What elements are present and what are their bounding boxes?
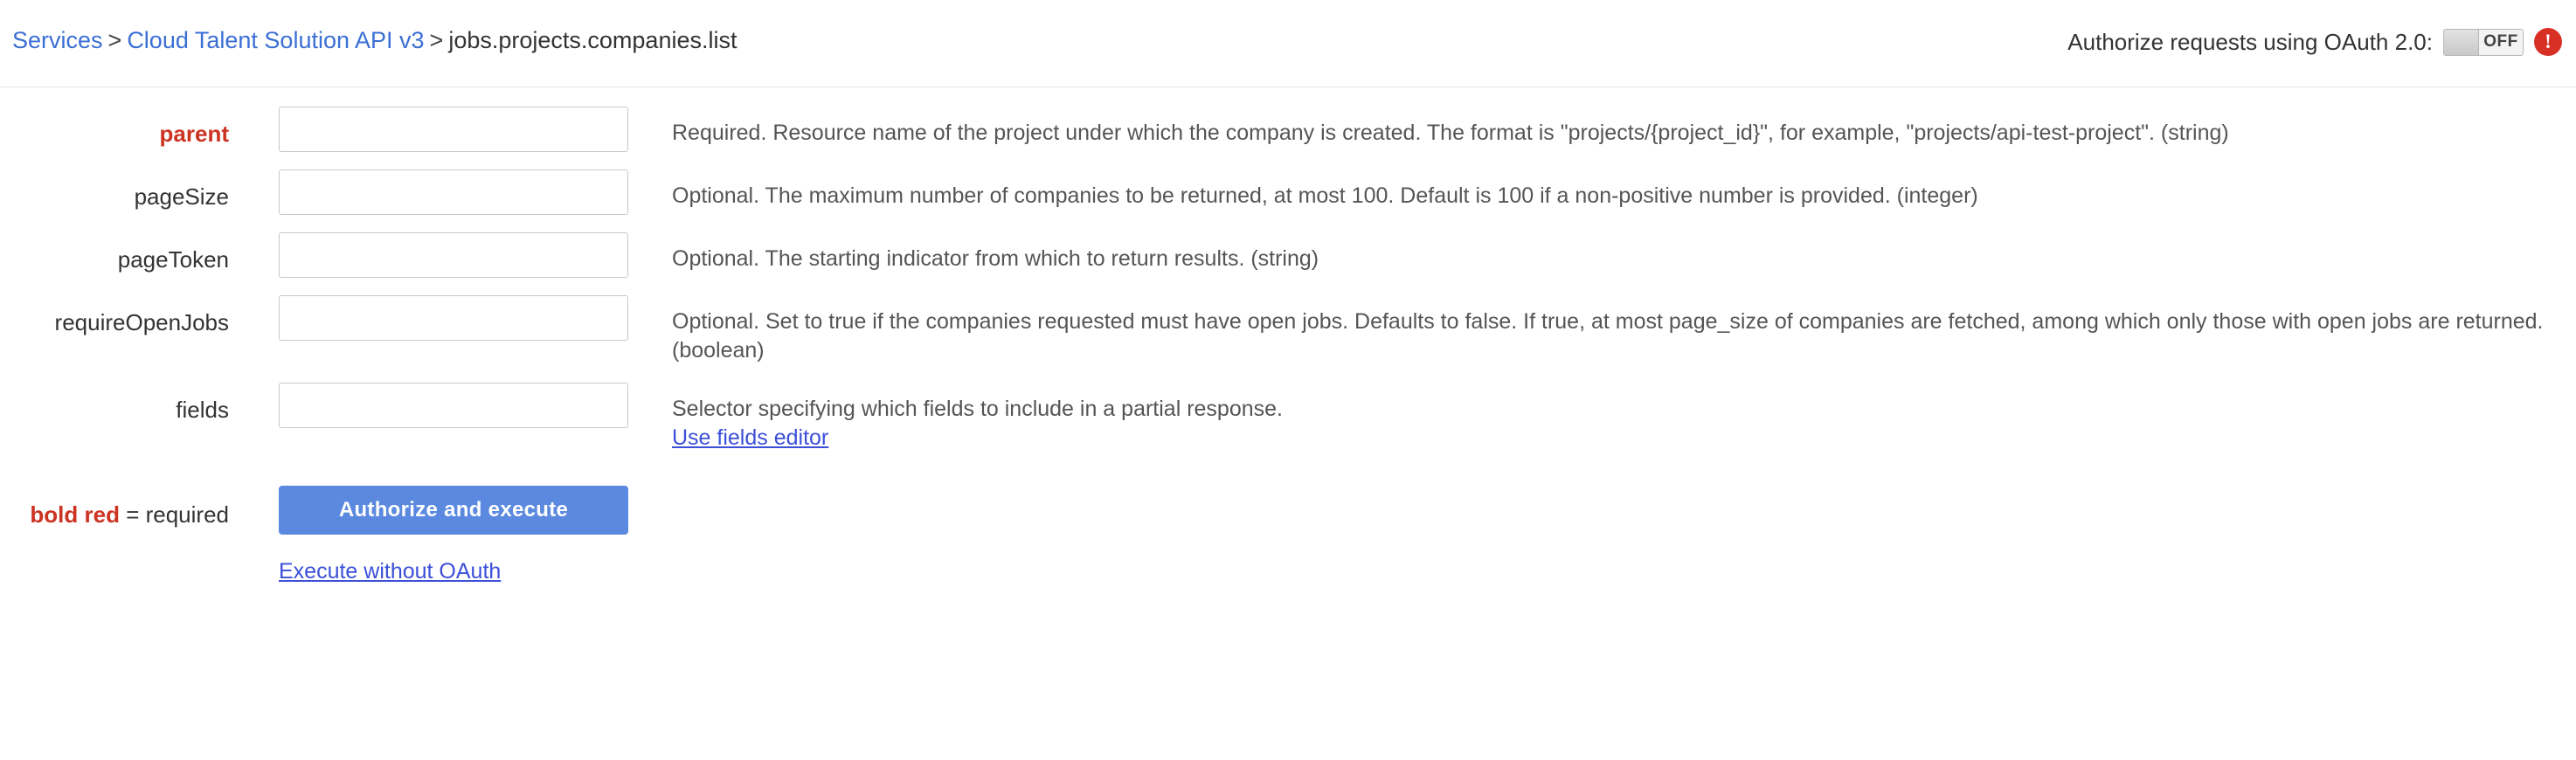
- field-label-pagetoken: pageToken: [117, 246, 229, 273]
- oauth-label: Authorize requests using OAuth 2.0:: [2067, 29, 2433, 55]
- field-label-parent: parent: [159, 121, 229, 147]
- field-wrapper-requireopenjobs: [229, 295, 630, 341]
- breadcrumb-separator-2: >: [429, 27, 444, 53]
- use-fields-editor-link[interactable]: Use fields editor: [672, 425, 829, 450]
- breadcrumb: [12, 26, 737, 54]
- requireopenjobs-input[interactable]: [279, 295, 628, 341]
- field-label-pagesize: pageSize: [134, 183, 229, 210]
- breadcrumb-current-method: jobs.projects.companies.list: [448, 27, 737, 53]
- field-description-fields-text: Selector specifying which fields to include in a partial response.: [672, 397, 1283, 421]
- form-row-pagesize: [0, 169, 2576, 215]
- breadcrumb-link-api[interactable]: Cloud Talent Solution API v3: [127, 27, 425, 53]
- field-wrapper-fields: [229, 383, 630, 428]
- execute-without-oauth-link[interactable]: Execute without OAuth: [279, 559, 502, 584]
- form-row-pagetoken: [0, 232, 2576, 278]
- field-description-requireopenjobs: Optional. Set to true if the companies requested must have open jobs. Defaults to false. If true, at most page_size of companies are fetched, among which only those with open jobs are returned. (boolean): [672, 309, 2544, 363]
- required-legend: [0, 486, 229, 528]
- oauth-authorize-area: [2067, 28, 2562, 56]
- field-label-fields: fields: [176, 397, 229, 423]
- breadcrumb-separator-1: >: [107, 27, 122, 53]
- pagetoken-input[interactable]: [279, 232, 628, 278]
- form-row-parent: [0, 107, 2576, 152]
- required-legend-bold: bold red: [30, 501, 120, 528]
- field-description-pagetoken: Optional. The starting indicator from which to return results. (string): [672, 246, 1319, 271]
- parent-input[interactable]: [279, 107, 628, 152]
- oauth-toggle-knob: [2444, 30, 2479, 55]
- form-row-requireopenjobs: [0, 295, 2576, 365]
- breadcrumb-link-services[interactable]: Services: [12, 27, 103, 53]
- authorize-and-execute-button[interactable]: Authorize and execute: [279, 486, 628, 535]
- request-parameters-form: [0, 87, 2576, 584]
- action-button-column: [229, 486, 628, 584]
- field-wrapper-pagesize: [229, 169, 630, 215]
- form-actions: [0, 486, 2576, 584]
- field-description-pagesize: Optional. The maximum number of companies to be returned, at most 100. Default is 100 if a non-positive number is provided. (integer): [672, 183, 1978, 208]
- oauth-toggle-state: OFF: [2483, 32, 2518, 51]
- field-wrapper-pagetoken: [229, 232, 630, 278]
- fields-input[interactable]: [279, 383, 628, 428]
- field-description-parent: Required. Resource name of the project under which the company is created. The format is "projects/{project_id}", for example, "projects/api-test-project". (string): [672, 121, 2229, 145]
- field-label-requireopenjobs: requireOpenJobs: [54, 309, 229, 335]
- form-row-fields: [0, 383, 2576, 453]
- oauth-toggle[interactable]: [2443, 29, 2524, 56]
- field-description-fields: [630, 383, 1283, 453]
- warning-icon[interactable]: !: [2534, 28, 2562, 56]
- page-header: [0, 0, 2576, 87]
- required-legend-rest: = required: [119, 501, 229, 528]
- field-wrapper-parent: [229, 107, 630, 152]
- pagesize-input[interactable]: [279, 169, 628, 215]
